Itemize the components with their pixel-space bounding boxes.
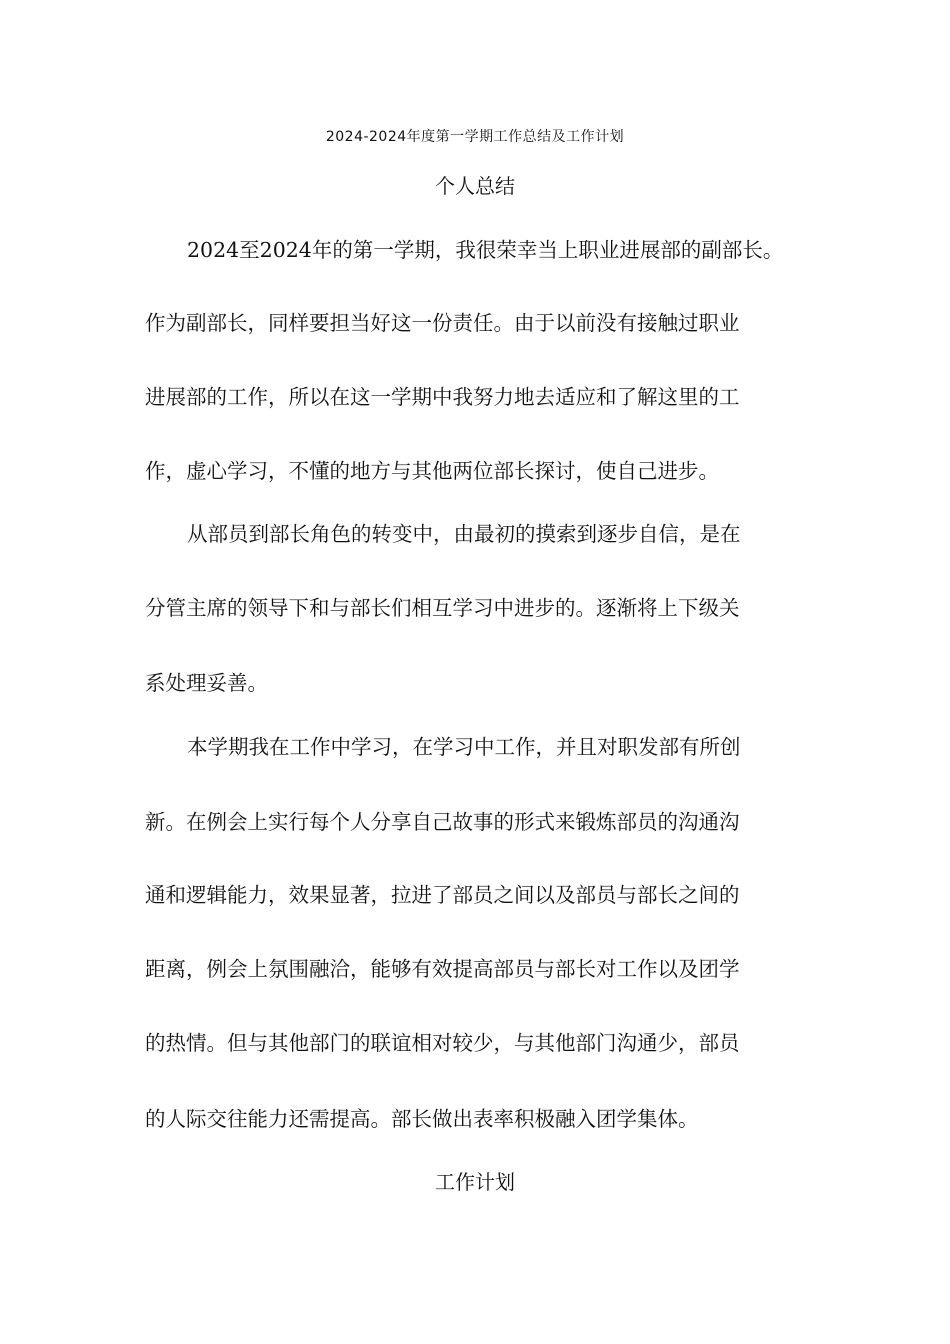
section-heading-personal-summary: 个人总结 <box>435 174 515 198</box>
paragraph-line: 作，虚心学习，不懂的地方与其他两位部长探讨，使自己进步。 <box>145 459 719 483</box>
paragraph-line: 新。在例会上实行每个人分享自己故事的形式来锻炼部员的沟通沟 <box>145 810 740 834</box>
paragraph-line: 的人际交往能力还需提高。部长做出表率积极融入团学集体。 <box>145 1107 699 1131</box>
paragraph-line: 2024至2024年的第一学期，我很荣幸当上职业进展部的副部长。 <box>187 238 784 262</box>
paragraph-line: 通和逻辑能力，效果显著，拉进了部员之间以及部员与部长之间的 <box>145 883 740 907</box>
paragraph-line: 从部员到部长角色的转变中，由最初的摸索到逐步自信，是在 <box>187 522 741 546</box>
paragraph-line: 作为副部长，同样要担当好这一份责任。由于以前没有接触过职业 <box>145 311 740 335</box>
paragraph-line: 的热情。但与其他部门的联谊相对较少，与其他部门沟通少，部员 <box>145 1031 740 1055</box>
paragraph-line: 分管主席的领导下和与部长们相互学习中进步的。逐渐将上下级关 <box>145 596 740 620</box>
paragraph-line: 距离，例会上氛围融洽，能够有效提高部员与部长对工作以及团学 <box>145 957 740 981</box>
section-heading-work-plan: 工作计划 <box>435 1170 515 1194</box>
paragraph-line: 系处理妥善。 <box>145 671 268 695</box>
paragraph-line: 进展部的工作，所以在这一学期中我努力地去适应和了解这里的工 <box>145 385 740 409</box>
paragraph-line: 本学期我在工作中学习，在学习中工作，并且对职发部有所创 <box>187 735 741 759</box>
document-title: 2024-2024年度第一学期工作总结及工作计划 <box>325 129 625 145</box>
